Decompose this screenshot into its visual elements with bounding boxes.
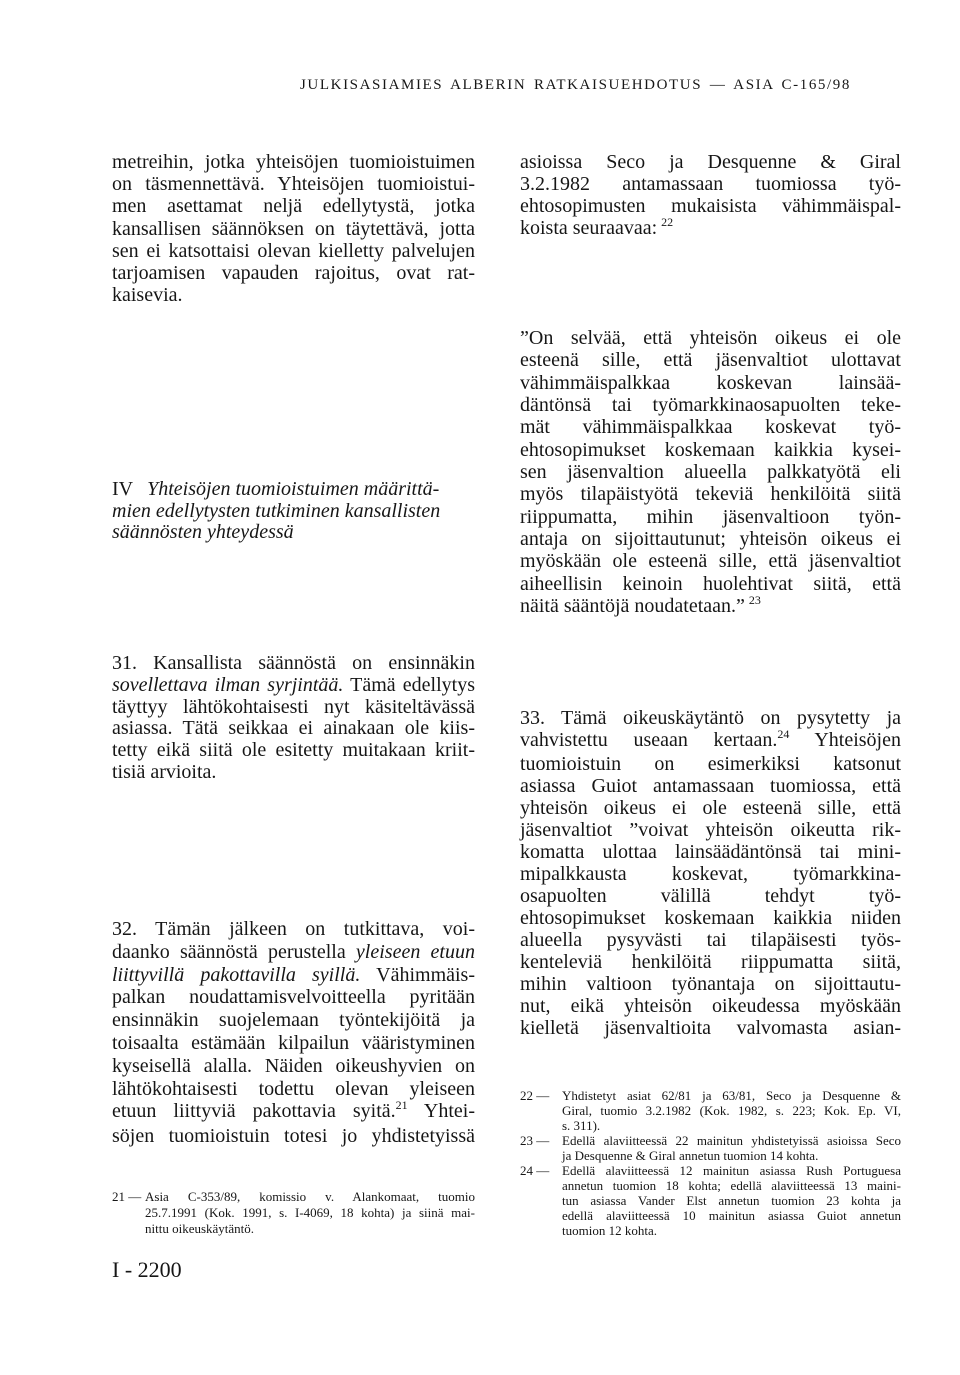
footnote-21 [112,1189,475,1237]
text-line: asioissa Seco ja Desquenne & Giral [520,151,901,173]
footnote-line: tun asiassa Vander Elst annetun tuomion 23 kohta ja [562,1193,901,1208]
footnote-label: 23 — [520,1133,550,1148]
italic-phrase: liittyvillä pakottavilla syillä. [112,963,361,986]
quote-line: vähimmäispalkkaa koskevan lainsää- [520,371,901,394]
footnote-body [562,1088,901,1133]
paragraph-intro-left [112,151,475,306]
text-line [112,1100,475,1125]
footnote-label: 21 — [112,1189,142,1204]
footnote-body [562,1133,901,1163]
footnote-ref-22: 22 [661,215,674,229]
text-line: tuomioistuin on esimerkiksi katsonut [520,753,901,775]
text-line [112,964,475,987]
text-line: kaisevia. [112,284,183,307]
footnote-line: Yhdistetyt asiat 62/81 ja 63/81, Seco ja Desquenne & [562,1088,901,1103]
quote-line: riippumatta, mihin jäsenvaltioon työn- [520,505,901,528]
footnote-ref-21: 21 [395,1098,408,1113]
heading-line [112,479,475,501]
quote-line: ”On selvää, että yhteisön oikeus ei ole [520,327,901,349]
text-segment: Tämä edellytys [343,673,475,696]
text-line: lähtökohtaisesti todettu olevan yleiseen [112,1077,475,1100]
footnote-body [562,1163,901,1238]
text-line: alueella pysyvästi tai tilapäisesti työs- [520,929,901,951]
text-line: kansallisen säännöksen on täytettävä, jotta [112,217,475,240]
text-line: asiassa. Tätä seikkaa ei ainakaan ole kiis- [112,717,475,740]
italic-phrase: yleiseen etuun [355,940,475,963]
text-line: asiassa Guiot antamassaan tuomiossa, että [520,775,901,797]
text-line: ensinnäkin suojelemaan työntekijöitä ja [112,1009,475,1032]
text-line: mipalkkausta koskevat, työmarkkina- [520,863,901,885]
quote-line: mät vähimmäispalkkaa koskevat työ- [520,416,901,439]
text-line [520,729,901,753]
footnote-line: annetun tuomion 18 kohta; edellä alaviitteessä 13 maini- [562,1178,901,1193]
section-number: IV [112,478,134,500]
footnote-ref-24: 24 [777,727,790,741]
text-line: palkan noudattamisvelvoitteella pyritään [112,986,475,1009]
section-heading [112,479,475,544]
footnote-line: Edellä alaviitteessä 22 mainitun yhdistetyissä asioissa Seco [562,1133,901,1148]
text-segment: näitä sääntöjä noudatetaan.” [520,594,745,617]
text-segment: Yhtei- [407,1100,475,1123]
footnote-line: 25.7.1991 (Kok. 1991, s. I-4069, 18 kohta) ja siinä mai- [145,1205,475,1220]
text-line: tetty eikä siitä ole esitetty muitakaan kriit- [112,739,475,762]
footnote-line: Giral, tuomio 3.2.1982 (Kok. 1982, s. 223; Kok. Ep. VI, [562,1103,901,1118]
text-line: osapuolten välillä tehdyt työ- [520,885,901,907]
footnote-body [145,1189,475,1237]
footnote-ref-23: 23 [748,592,761,607]
footnote-label: 24 — [520,1163,550,1178]
footnote-label: 22 — [520,1088,550,1103]
quote-line: esteenä sille, että jäsenvaltiot ulottavat [520,349,901,372]
text-line: täyttyy lähtökohtaisesti nyt käsiteltävässä [112,695,475,718]
block-quote [520,327,901,619]
footnote-line: ja Desquenne & Giral annetun tuomion 14 kohta. [562,1148,819,1163]
text-line: kenteleviä henkilöitä riippumatta siitä, [520,951,901,973]
footnote-line: tuomion 12 kohta. [562,1223,657,1238]
quote-line: aiheellisin keinoin huolehtivat siitä, että [520,572,901,595]
text-segment: Vähimmäis- [360,963,476,986]
text-line: toisaalta estämään kilpailun vääristyminen [112,1031,475,1054]
footnotes-right [520,1088,901,1238]
text-line: kielletä jäsenvaltioita valvomasta asian- [520,1017,901,1039]
text-line: metreihin, jotka yhteisöjen tuomioistuimen [112,151,475,173]
text-line: men asettamat neljä edellytystä, jotka [112,195,475,218]
text-line: ehtosopimukset koskemaan kaikkia niiden [520,907,901,929]
text-line: 31. Kansallista säännöstä on ensinnäkin [112,652,475,674]
footnote-line: Edellä alaviitteessä 12 mainitun asiassa Rush Portuguesa [562,1163,901,1178]
text-line: söjen tuomioistuin totesi jo yhdistetyissä [112,1125,475,1148]
page-number: I - 2200 [112,1257,182,1282]
footnote-line: edellä alaviitteessä 10 mainitun asiassa Guiot annetun [562,1208,901,1223]
text-line: 3.2.1982 antamassaan tuomiossa työ- [520,173,901,195]
heading-text: Yhteisöjen tuomioistuimen määrittä- [147,478,440,500]
footnote-23 [520,1133,901,1163]
running-header: JULKISASIAMIES ALBERIN RATKAISUEHDOTUS — ASIA C-165/98 [300,77,851,93]
text-segment: vahvistettu useaan kertaan. [520,729,778,751]
text-line [112,675,475,697]
italic-phrase: sovellettava ilman syrjintää. [112,673,344,696]
paragraph-continuation-right [520,151,901,241]
text-segment: koista seuraavaa: [520,217,658,239]
quote-line: däntönsä tai työmarkkinaosapuolten teke- [520,393,901,416]
quote-line: sen jäsenvaltion alueella palkkatyötä eli [520,460,901,483]
text-segment: daanko säännöstä perustella [112,940,356,963]
text-line: mihin valtioon työnantaja on sijoittautu- [520,973,901,995]
footnote-line: Asia C-353/89, komissio v. Alankomaat, tuomio [145,1189,475,1204]
quote-line: ehtosopimukset koskemaan kaikkia kysei- [520,438,901,461]
text-line: on täsmennettävä. Yhteisöjen tuomioistui- [112,173,475,196]
text-line [112,941,475,964]
heading-line: mien edellytysten tutkiminen kansallisten [112,499,441,522]
text-line: jäsenvaltiot ”voivat yhteisön oikeutta rik- [520,819,901,841]
quote-line: antaja on sijoittautunut; yhteisön oikeus ei [520,527,901,550]
paragraph-32 [112,918,475,1148]
paragraph-33 [520,707,901,1039]
text-line: 32. Tämän jälkeen on tutkittava, voi- [112,918,475,940]
footnote-22 [520,1088,901,1133]
paragraph-31 [112,653,475,784]
text-segment: etuun liittyviä pakottavia syitä. [112,1100,396,1123]
text-line: tisiä arvioita. [112,760,217,783]
text-line [520,217,901,241]
text-line: nut, eikä yhteisön oikeudessa myöskään [520,995,901,1017]
text-line: ehtosopimusten mukaisista vähimmäispal- [520,195,901,217]
footnote-line: nittu oikeuskäytäntö. [145,1221,255,1236]
quote-line [520,592,901,619]
text-line: tarjoamisen vapauden rajoitus, ovat rat- [112,262,475,285]
footnote-24 [520,1163,901,1238]
text-line: 33. Tämä oikeuskäytäntö on pysytetty ja [520,707,901,729]
text-line: komatta ulottaa lainsäädäntönsä tai mini- [520,841,901,863]
text-line: yhteisön oikeus ei ole esteenä sille, että [520,797,901,819]
text-line: sen ei katsottaisi olevan kielletty palvelujen [112,239,475,262]
text-segment: Yhteisöjen [789,729,901,751]
quote-line: myöskään ole esteenä sille, että jäsenvaltiot [520,550,901,573]
text-line: kyseisellä alalla. Näiden oikeushyvien on [112,1054,475,1077]
heading-line: säännösten yhteydessä [112,521,294,544]
quote-line: myös tilapäistyötä tekeviä henkilöitä siitä [520,483,901,506]
footnote-line: s. 311). [562,1118,601,1133]
